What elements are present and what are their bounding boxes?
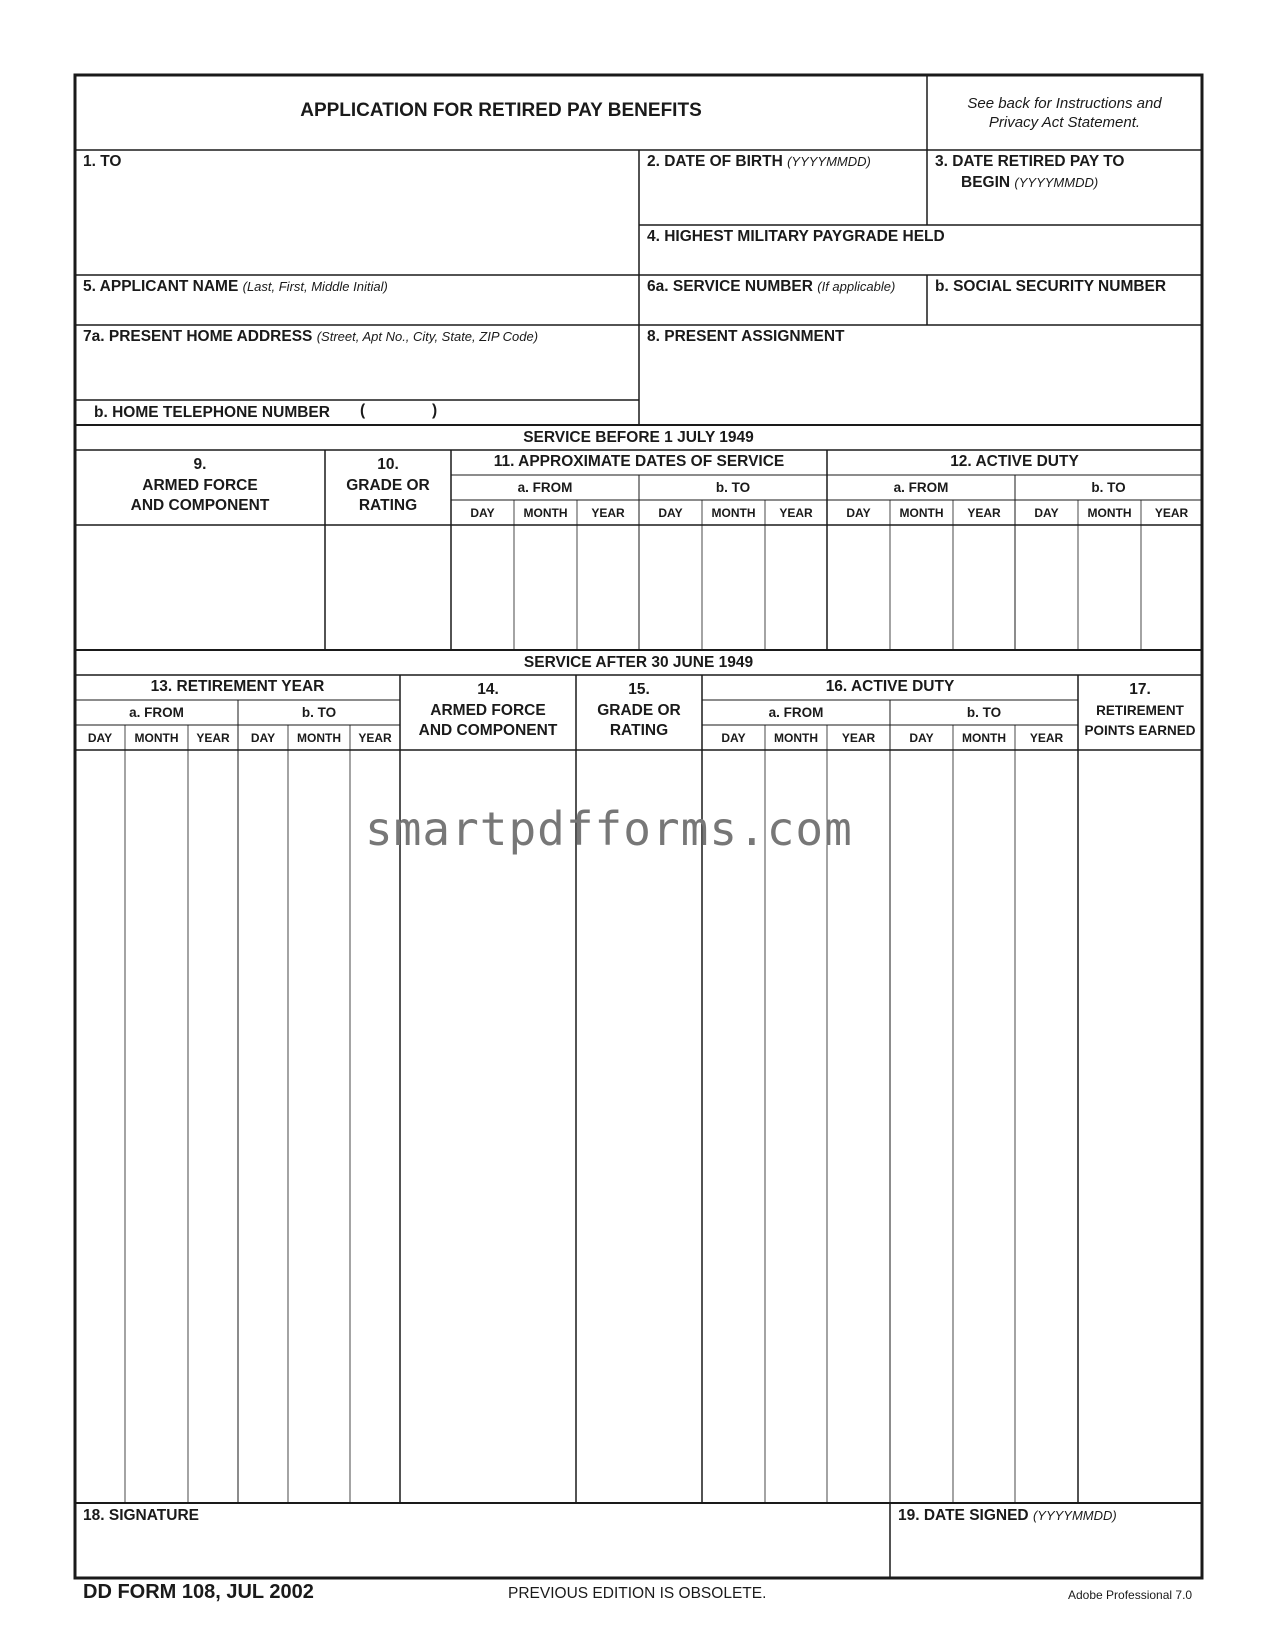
- before-year-3: YEAR: [967, 506, 1001, 520]
- assignment-label: 8. PRESENT ASSIGNMENT: [647, 328, 845, 345]
- col17-line2: POINTS EARNED: [1084, 723, 1196, 738]
- col9-header: [75, 455, 325, 517]
- dob-field[interactable]: [641, 172, 925, 223]
- service-number-label-text: 6a. SERVICE NUMBER: [647, 278, 813, 295]
- retired-pay-begin-label-2: BEGIN: [961, 174, 1011, 191]
- home-address-label-text: 7a. PRESENT HOME ADDRESS: [83, 328, 313, 345]
- home-address-label: [83, 328, 538, 346]
- dob-label: [647, 153, 871, 171]
- footer-obsolete-note: PREVIOUS EDITION IS OBSOLETE.: [508, 1585, 767, 1602]
- before-year-2: YEAR: [779, 506, 813, 520]
- applicant-name-label-text: 5. APPLICANT NAME: [83, 278, 239, 295]
- col16-to: b. TO: [966, 705, 1002, 720]
- before-month-3: MONTH: [899, 506, 944, 520]
- after-month-1: MONTH: [134, 731, 179, 745]
- before-year-4: YEAR: [1154, 506, 1189, 520]
- after-year-1: YEAR: [196, 731, 230, 745]
- col14-line1: ARMED FORCE: [430, 701, 546, 719]
- col11-header: 11. APPROXIMATE DATES OF SERVICE: [493, 453, 785, 470]
- col9-line2: AND COMPONENT: [130, 497, 270, 514]
- retired-pay-begin-field[interactable]: [929, 195, 1200, 223]
- col10-line1: GRADE OR: [346, 476, 430, 494]
- before-day-1: DAY: [470, 506, 495, 520]
- paygrade-label: 4. HIGHEST MILITARY PAYGRADE HELD: [647, 228, 945, 245]
- col12-from: a. FROM: [893, 480, 949, 495]
- col17-number: 17.: [1129, 681, 1151, 698]
- home-phone-paren-open: (: [360, 402, 366, 419]
- service-number-label: [647, 278, 895, 296]
- col13-to: b. TO: [301, 705, 337, 720]
- col11-from: a. FROM: [517, 480, 573, 495]
- applicant-name-field[interactable]: [77, 297, 637, 323]
- home-phone-field[interactable]: [368, 401, 636, 424]
- before-day-2: DAY: [658, 506, 683, 520]
- col15-header: [576, 680, 702, 742]
- instructions-line-1: See back for Instructions and: [967, 95, 1162, 112]
- date-signed-label: [898, 1507, 1117, 1525]
- date-signed-field[interactable]: [892, 1526, 1200, 1576]
- retired-pay-begin-label-1: 3. DATE RETIRED PAY TO: [935, 153, 1125, 170]
- col12-to: b. TO: [1091, 480, 1126, 495]
- applicant-name-label: [83, 278, 388, 296]
- home-phone-label: b. HOME TELEPHONE NUMBER: [94, 404, 330, 421]
- after-year-2: YEAR: [358, 731, 392, 745]
- service-before-entry-area[interactable]: [77, 527, 1200, 648]
- home-address-hint: (Street, Apt No., City, State, ZIP Code): [316, 329, 539, 344]
- after-year-3: YEAR: [841, 731, 876, 745]
- home-address-field[interactable]: [77, 347, 637, 398]
- col13-header: 13. RETIREMENT YEAR: [150, 678, 325, 695]
- before-day-3: DAY: [846, 506, 871, 520]
- instructions-line-2: Privacy Act Statement.: [988, 114, 1141, 131]
- after-year-4: YEAR: [1029, 731, 1064, 745]
- home-phone-paren-close: ): [432, 402, 438, 419]
- ssn-label: b. SOCIAL SECURITY NUMBER: [935, 278, 1167, 295]
- ssn-field[interactable]: [929, 297, 1200, 323]
- paygrade-field[interactable]: [641, 248, 1200, 273]
- service-number-field[interactable]: [641, 297, 925, 323]
- instructions-note: [927, 94, 1202, 132]
- before-year-1: YEAR: [591, 506, 625, 520]
- section-before-heading: SERVICE BEFORE 1 JULY 1949: [523, 429, 754, 446]
- before-month-2: MONTH: [711, 506, 756, 520]
- col13-from: a. FROM: [129, 705, 184, 720]
- col9-line1: ARMED FORCE: [142, 476, 258, 494]
- watermark-text: smartpdfforms.com: [365, 802, 853, 856]
- signature-field[interactable]: [77, 1526, 888, 1576]
- col15-line1: GRADE OR: [597, 701, 681, 719]
- after-month-2: MONTH: [297, 731, 341, 745]
- before-month-1: MONTH: [523, 506, 568, 520]
- date-signed-label-text: 19. DATE SIGNED: [898, 1507, 1029, 1524]
- service-number-hint: (If applicable): [817, 279, 896, 294]
- to-label: 1. TO: [83, 153, 122, 170]
- col15-line2: RATING: [609, 722, 669, 739]
- after-month-4: MONTH: [962, 731, 1006, 745]
- col17-line1: RETIREMENT: [1096, 702, 1184, 718]
- service-after-entry-area[interactable]: [77, 752, 1200, 1501]
- col14-line2: AND COMPONENT: [418, 722, 558, 739]
- to-field[interactable]: [77, 172, 637, 273]
- dob-label-text: 2. DATE OF BIRTH: [647, 153, 783, 170]
- after-day-3: DAY: [721, 731, 746, 745]
- col12-header: 12. ACTIVE DUTY: [950, 453, 1079, 470]
- after-day-4: DAY: [909, 731, 934, 745]
- section-after-heading: SERVICE AFTER 30 JUNE 1949: [523, 654, 754, 671]
- col17-header: [1078, 680, 1202, 742]
- before-month-4: MONTH: [1087, 506, 1132, 520]
- col16-header: 16. ACTIVE DUTY: [825, 678, 955, 695]
- col14-header: [400, 680, 576, 742]
- col9-number: 9.: [193, 456, 207, 473]
- assignment-field[interactable]: [641, 347, 1200, 423]
- retired-pay-begin-label-2-row: [935, 174, 1125, 192]
- col16-from: a. FROM: [768, 705, 824, 720]
- before-day-4: DAY: [1034, 506, 1059, 520]
- retired-pay-begin-label: [935, 153, 1125, 192]
- col10-number: 10.: [377, 456, 399, 473]
- col14-number: 14.: [477, 681, 499, 698]
- footer-form-id: DD FORM 108, JUL 2002: [83, 1581, 314, 1603]
- col10-line2: RATING: [358, 497, 418, 514]
- col10-header: [325, 455, 451, 517]
- signature-label: 18. SIGNATURE: [83, 1507, 199, 1524]
- footer-software: Adobe Professional 7.0: [1068, 1588, 1193, 1602]
- after-month-3: MONTH: [774, 731, 818, 745]
- after-day-1: DAY: [87, 731, 113, 745]
- col15-number: 15.: [628, 681, 650, 698]
- date-signed-hint: (YYYYMMDD): [1032, 1508, 1117, 1523]
- applicant-name-hint: (Last, First, Middle Initial): [242, 279, 388, 294]
- col11-to: b. TO: [715, 480, 751, 495]
- retired-pay-begin-hint: (YYYYMMDD): [1014, 175, 1099, 190]
- dob-hint: (YYYYMMDD): [787, 154, 871, 169]
- after-day-2: DAY: [250, 731, 276, 745]
- form-title: APPLICATION FOR RETIRED PAY BENEFITS: [300, 100, 702, 121]
